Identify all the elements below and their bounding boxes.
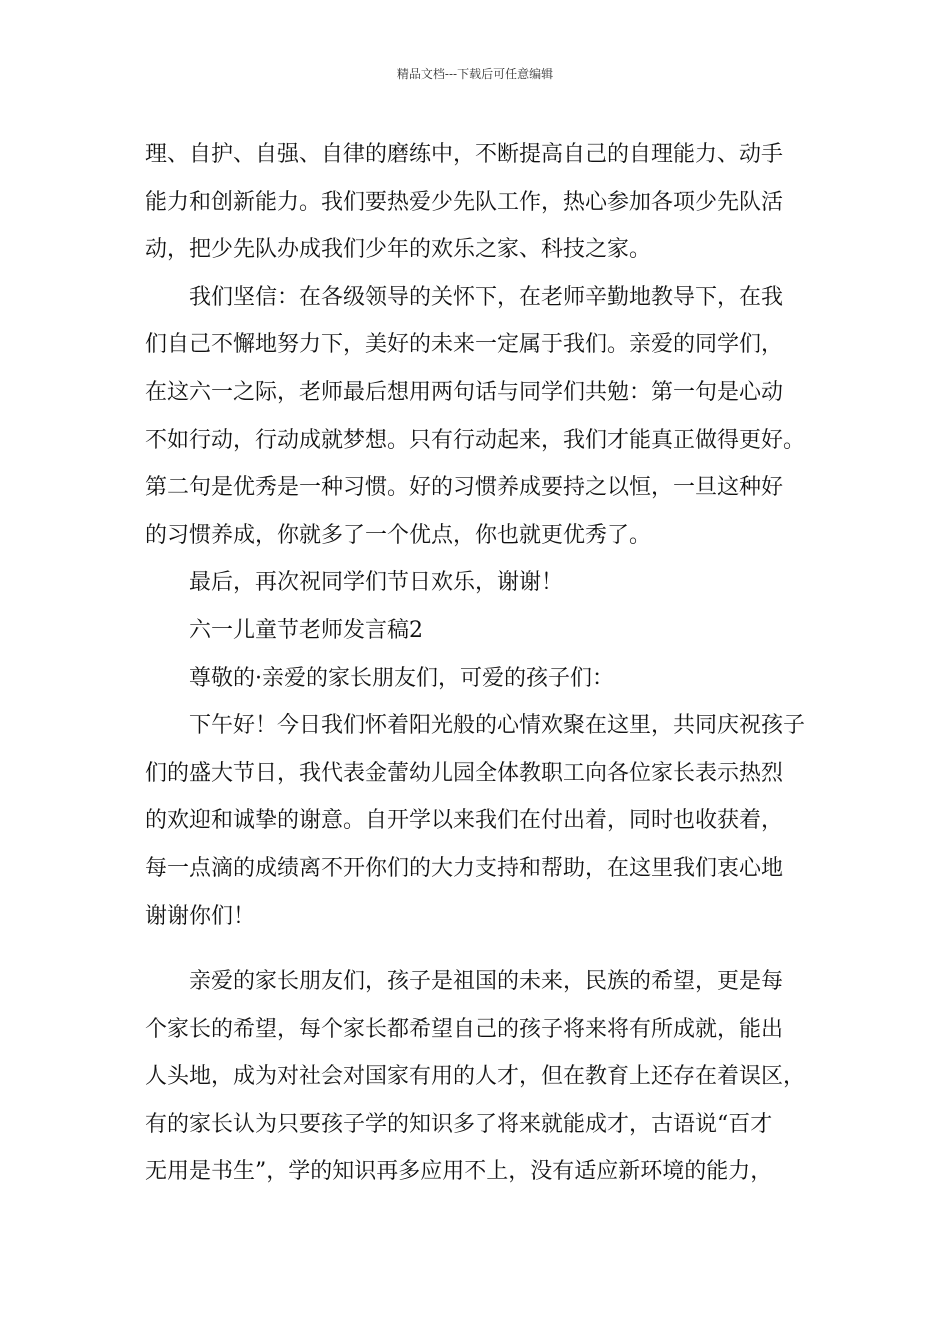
paragraph: [145, 274, 825, 560]
text-line: 不如行动，行动成就梦想。只有行动起来，我们才能真正做得更好。: [145, 427, 806, 453]
text-line: 第二句是优秀是一种习惯。好的习惯养成要持之以恒，一旦这种好: [145, 475, 784, 501]
salutation: [145, 655, 825, 703]
text-line: 理、自护、自强、自律的磨练中，不断提高自己的自理能力、动手: [145, 142, 784, 167]
text-line: 们的盛大节日，我代表金蕾幼儿园全体教职工向各位家长表示热烈: [145, 760, 784, 786]
paragraph-gap: [145, 940, 825, 958]
text-line: 能力和创新能力。我们要热爱少先队工作，热心参加各项少先队活: [145, 189, 784, 215]
paragraph: [145, 131, 825, 274]
text-line: 无用是书生”，学的知识再多应用不上，没有适应新环境的能力，: [145, 1159, 773, 1185]
section-heading: [145, 607, 825, 655]
text-line: 谢谢你们！: [145, 903, 256, 929]
text-line: 的习惯养成，你就多了一个优点，你也就更优秀了。: [145, 522, 652, 548]
text-line: 动，把少先队办成我们少年的欢乐之家、科技之家。: [145, 237, 652, 263]
document-body: [145, 131, 825, 1196]
text-line: 我们坚信：在各级领导的关怀下，在老师辛勤地教导下，在我: [189, 284, 784, 310]
page-header: 精品文档---下载后可任意编辑: [396, 67, 554, 81]
text-line: 亲爱的家长朋友们，孩子是祖国的未来，民族的希望，更是每: [189, 969, 784, 995]
text-line: 六一儿童节老师发言稿2: [189, 617, 423, 643]
paragraph: [145, 958, 825, 1196]
text-line: 有的家长认为只要孩子学的知识多了将来就能成才，古语说“百才: [145, 1111, 773, 1137]
text-line: 下午好！今日我们怀着阳光般的心情欢聚在这里，共同庆祝孩子: [189, 713, 806, 739]
text-line: 在这六一之际，老师最后想用两句话与同学们共勉：第一句是心动: [145, 379, 784, 405]
text-line: 个家长的希望，每个家长都希望自己的孩子将来将有所成就，能出: [145, 1016, 784, 1042]
paragraph: [145, 702, 825, 940]
text-line: 们自己不懈地努力下，美好的未来一定属于我们。亲爱的同学们，: [145, 332, 784, 358]
text-line: 的欢迎和诚挚的谢意。自开学以来我们在付出着，同时也收获着，: [145, 808, 784, 834]
text-line: 最后，再次祝同学们节日欢乐，谢谢！: [189, 570, 564, 596]
paragraph: [145, 559, 825, 607]
text-line: 人头地，成为对社会对国家有用的人才，但在教育上还存在着误区，: [145, 1064, 806, 1090]
text-line: 每一点滴的成绩离不开你们的大力支持和帮助，在这里我们衷心地: [145, 855, 784, 881]
text-line: 尊敬的·亲爱的家长朋友们，可爱的孩子们：: [189, 665, 614, 691]
